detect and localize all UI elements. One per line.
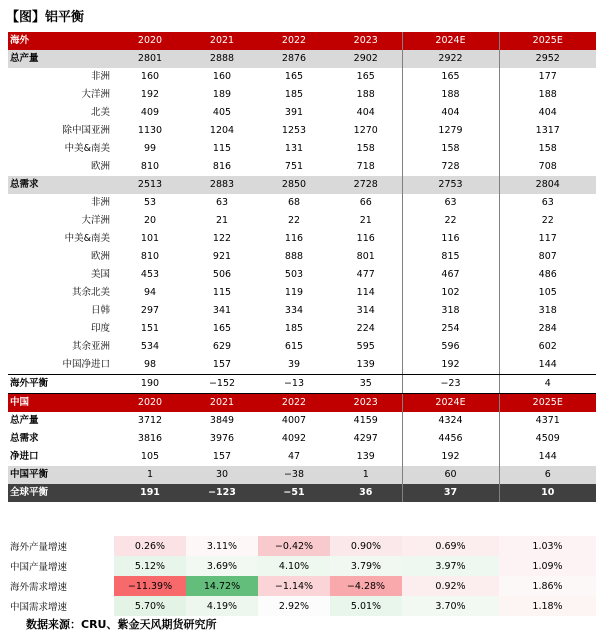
cell-value: 157 [212, 451, 232, 462]
cell-value: 2888 [186, 50, 258, 68]
cell-value: 151 [140, 323, 160, 334]
growth-row [8, 576, 596, 596]
growth-cell: 1.09% [499, 556, 596, 576]
region-label: 其余亚洲 [71, 341, 110, 352]
growth-cell: 3.70% [402, 596, 499, 616]
cell-value: −123 [186, 484, 258, 502]
cell-value: 192 [402, 448, 499, 466]
cell-value: 158 [356, 143, 375, 154]
cell-value: 3976 [209, 433, 235, 444]
cell-value: 810 [140, 251, 160, 262]
year-header: 2020 [114, 394, 186, 413]
cell-value: 3849 [209, 415, 235, 426]
year-header: 2023 [330, 394, 402, 413]
growth-cell: 3.69% [186, 556, 258, 576]
row-label: 总需求 [10, 433, 39, 444]
cell-value: 2922 [402, 50, 499, 68]
cell-value: 595 [356, 341, 375, 352]
cell-value: 177 [499, 68, 596, 86]
region-label: 中国净进口 [8, 356, 114, 375]
cell-value: 190 [114, 375, 186, 394]
cell-value: 105 [140, 451, 160, 462]
cell-value: 116 [402, 230, 499, 248]
cell-value: 596 [402, 338, 499, 356]
cell-value: 36 [330, 484, 402, 502]
cell-value: 63 [499, 194, 596, 212]
cell-value: 160 [140, 71, 160, 82]
cell-value: 122 [212, 233, 232, 244]
china-balance-row [8, 466, 596, 484]
cell-value: 254 [402, 320, 499, 338]
cell-value: −152 [186, 375, 258, 394]
cell-value: 47 [287, 451, 301, 462]
row-label: 净进口 [10, 451, 39, 462]
china-data-row [8, 448, 596, 466]
growth-cell: −11.39% [114, 576, 186, 596]
year-header: 2024E [402, 32, 499, 50]
cell-value: 39 [258, 356, 330, 375]
overseas-production-total-row [8, 50, 596, 68]
cell-value: 4 [499, 375, 596, 394]
cell-value: 404 [402, 104, 499, 122]
cell-value: 116 [356, 233, 375, 244]
growth-cell: 2.92% [258, 596, 330, 616]
cell-value: 94 [143, 287, 157, 298]
cell-value: 22 [402, 212, 499, 230]
region-label: 大洋洲 [81, 215, 110, 226]
cell-value: 139 [330, 356, 402, 375]
cell-value: 629 [212, 341, 232, 352]
cell-value: 810 [140, 161, 160, 172]
production-region-row [8, 86, 596, 104]
cell-value: 116 [284, 233, 304, 244]
section-title: 中国 [8, 394, 114, 413]
year-header: 2020 [114, 32, 186, 50]
cell-value: 801 [356, 251, 375, 262]
cell-value: 1 [330, 466, 402, 484]
cell-value: −23 [402, 375, 499, 394]
cell-value: 6 [499, 466, 596, 484]
cell-value: 188 [499, 86, 596, 104]
growth-cell: 0.69% [402, 536, 499, 556]
growth-cell: 0.92% [402, 576, 499, 596]
cell-value: 314 [356, 305, 375, 316]
cell-value: 297 [140, 305, 160, 316]
cell-value: 165 [356, 71, 375, 82]
row-label: 总产量 [8, 50, 114, 68]
cell-value: 1 [114, 466, 186, 484]
demand-region-row [8, 194, 596, 212]
overseas-demand-total-row [8, 176, 596, 194]
cell-value: 4456 [402, 430, 499, 448]
row-label: 总需求 [8, 176, 114, 194]
cell-value: 4297 [353, 433, 378, 444]
cell-value: 144 [499, 448, 596, 466]
global-balance-row [8, 484, 596, 502]
region-label: 中美&南美 [64, 233, 110, 244]
region-label: 非洲 [90, 197, 110, 208]
year-header: 2021 [186, 32, 258, 50]
cell-value: 165 [212, 323, 232, 334]
section-title: 海外 [8, 32, 114, 50]
cell-value: 21 [215, 215, 229, 226]
cell-value: 20 [143, 215, 157, 226]
cell-value: 4007 [281, 415, 307, 426]
cell-value: 816 [212, 161, 232, 172]
growth-rate-table [8, 536, 596, 616]
demand-region-row [8, 302, 596, 320]
cell-value: 165 [284, 71, 304, 82]
cell-value: 318 [499, 302, 596, 320]
growth-cell: 5.70% [114, 596, 186, 616]
aluminum-balance-table [8, 32, 596, 502]
region-label: 欧洲 [90, 161, 110, 172]
year-header: 2021 [186, 394, 258, 413]
china-data-row [8, 412, 596, 430]
cell-value: 101 [140, 233, 160, 244]
cell-value: 284 [499, 320, 596, 338]
row-label: 总产量 [10, 415, 39, 426]
cell-value: 224 [356, 323, 375, 334]
production-region-row [8, 140, 596, 158]
cell-value: 2876 [258, 50, 330, 68]
cell-value: 477 [356, 269, 375, 280]
cell-value: 2804 [499, 176, 596, 194]
cell-value: 63 [402, 194, 499, 212]
cell-value: 68 [287, 197, 301, 208]
region-label: 中美&南美 [64, 143, 110, 154]
production-region-row [8, 104, 596, 122]
cell-value: 807 [499, 248, 596, 266]
cell-value: 4509 [499, 430, 596, 448]
cell-value: −38 [258, 466, 330, 484]
cell-value: 4092 [281, 433, 307, 444]
row-label: 海外平衡 [8, 375, 114, 394]
cell-value: 160 [212, 71, 232, 82]
cell-value: 158 [402, 140, 499, 158]
cell-value: 115 [212, 143, 232, 154]
cell-value: 105 [499, 284, 596, 302]
cell-value: 30 [186, 466, 258, 484]
cell-value: 2753 [402, 176, 499, 194]
growth-cell: 1.03% [499, 536, 596, 556]
region-label: 美国 [90, 269, 110, 280]
cell-value: 728 [402, 158, 499, 176]
cell-value: 98 [114, 356, 186, 375]
region-label: 大洋洲 [81, 89, 110, 100]
cell-value: 10 [499, 484, 596, 502]
year-header: 2024E [402, 394, 499, 413]
cell-value: 318 [402, 302, 499, 320]
cell-value: 2728 [330, 176, 402, 194]
cell-value: 144 [499, 356, 596, 375]
growth-label: 海外产量增速 [10, 542, 68, 553]
cell-value: 615 [284, 341, 304, 352]
data-source-note: 数据来源：CRU、紫金天风期货研究所 [26, 618, 217, 631]
cell-value: 3712 [137, 415, 163, 426]
growth-cell: −0.42% [258, 536, 330, 556]
cell-value: 157 [186, 356, 258, 375]
year-header: 2023 [330, 32, 402, 50]
cell-value: 718 [356, 161, 375, 172]
cell-value: 114 [356, 287, 375, 298]
year-header: 2025E [499, 32, 596, 50]
cell-value: 4371 [499, 412, 596, 430]
cell-value: 534 [140, 341, 160, 352]
growth-cell: 5.01% [330, 596, 402, 616]
cell-value: 131 [284, 143, 304, 154]
china-header-row [8, 394, 596, 413]
china-data-row [8, 430, 596, 448]
cell-value: 185 [284, 89, 304, 100]
region-label: 其余北美 [71, 287, 110, 298]
growth-cell: 3.11% [186, 536, 258, 556]
growth-row [8, 556, 596, 576]
demand-region-row [8, 284, 596, 302]
cell-value: 37 [402, 484, 499, 502]
cell-value: 22 [287, 215, 301, 226]
cell-value: 165 [402, 68, 499, 86]
cell-value: 409 [140, 107, 160, 118]
cell-value: 188 [402, 86, 499, 104]
growth-row [8, 596, 596, 616]
cell-value: 139 [356, 451, 375, 462]
growth-row [8, 536, 596, 556]
cell-value: 1270 [353, 125, 378, 136]
cell-value: 506 [212, 269, 232, 280]
cell-value: 119 [284, 287, 304, 298]
cell-value: 453 [140, 269, 160, 280]
cell-value: 189 [212, 89, 232, 100]
growth-cell: 3.79% [330, 556, 402, 576]
cell-value: 1204 [209, 125, 235, 136]
cell-value: 921 [212, 251, 232, 262]
cell-value: 117 [499, 230, 596, 248]
cell-value: 486 [499, 266, 596, 284]
cell-value: 60 [402, 466, 499, 484]
growth-cell: −1.14% [258, 576, 330, 596]
growth-cell: 1.18% [499, 596, 596, 616]
cell-value: 1279 [402, 122, 499, 140]
cell-value: 404 [356, 107, 375, 118]
demand-region-row [8, 338, 596, 356]
growth-cell: 4.10% [258, 556, 330, 576]
year-header: 2022 [258, 394, 330, 413]
cell-value: −13 [258, 375, 330, 394]
region-label: 北美 [90, 107, 110, 118]
production-region-row [8, 122, 596, 140]
growth-cell: 3.97% [402, 556, 499, 576]
region-label: 欧洲 [90, 251, 110, 262]
region-label: 除中国亚洲 [62, 125, 110, 136]
growth-cell: 1.86% [499, 576, 596, 596]
cell-value: 185 [284, 323, 304, 334]
demand-region-row [8, 266, 596, 284]
cell-value: 2801 [114, 50, 186, 68]
growth-label: 海外需求增速 [10, 582, 68, 593]
overseas-header-row [8, 32, 596, 50]
cell-value: 391 [284, 107, 304, 118]
year-header: 2022 [258, 32, 330, 50]
cell-value: 708 [499, 158, 596, 176]
production-region-row [8, 68, 596, 86]
cell-value: 188 [356, 89, 375, 100]
cell-value: 192 [402, 356, 499, 375]
overseas-balance-row [8, 375, 596, 394]
production-region-row [8, 158, 596, 176]
cell-value: 1253 [281, 125, 307, 136]
cell-value: 2850 [258, 176, 330, 194]
growth-cell: 14.72% [186, 576, 258, 596]
growth-label: 中国产量增速 [10, 562, 68, 573]
growth-label: 中国需求增速 [10, 602, 68, 613]
cell-value: 1317 [499, 122, 596, 140]
cell-value: 4159 [353, 415, 378, 426]
cell-value: 191 [114, 484, 186, 502]
growth-cell: 5.12% [114, 556, 186, 576]
cell-value: −51 [258, 484, 330, 502]
cell-value: 2952 [499, 50, 596, 68]
region-label: 印度 [90, 323, 110, 334]
cell-value: 404 [499, 104, 596, 122]
cell-value: 63 [215, 197, 229, 208]
cell-value: 405 [212, 107, 232, 118]
demand-region-row [8, 212, 596, 230]
growth-cell: 0.90% [330, 536, 402, 556]
region-label: 日韩 [90, 305, 110, 316]
demand-region-row [8, 248, 596, 266]
cell-value: 4324 [402, 412, 499, 430]
demand-region-row [8, 320, 596, 338]
cell-value: 192 [140, 89, 160, 100]
cell-value: 35 [330, 375, 402, 394]
cell-value: 21 [359, 215, 372, 226]
cell-value: 3816 [137, 433, 163, 444]
row-label: 中国平衡 [8, 466, 114, 484]
cell-value: 888 [284, 251, 304, 262]
cell-value: 158 [499, 140, 596, 158]
cell-value: 22 [499, 212, 596, 230]
cell-value: 467 [402, 266, 499, 284]
page-title: 【图】铝平衡 [6, 10, 85, 25]
cell-value: 2513 [114, 176, 186, 194]
cell-value: 815 [402, 248, 499, 266]
demand-region-row [8, 230, 596, 248]
region-label: 非洲 [90, 71, 110, 82]
growth-cell: −4.28% [330, 576, 402, 596]
cell-value: 341 [212, 305, 232, 316]
cell-value: 99 [143, 143, 157, 154]
china-net-import-row [8, 356, 596, 375]
cell-value: 602 [499, 338, 596, 356]
cell-value: 751 [284, 161, 304, 172]
cell-value: 53 [143, 197, 157, 208]
cell-value: 2902 [330, 50, 402, 68]
cell-value: 503 [284, 269, 304, 280]
cell-value: 102 [402, 284, 499, 302]
cell-value: 115 [212, 287, 232, 298]
cell-value: 66 [359, 197, 372, 208]
cell-value: 1130 [137, 125, 163, 136]
growth-cell: 0.26% [114, 536, 186, 556]
growth-cell: 4.19% [186, 596, 258, 616]
cell-value: 334 [284, 305, 304, 316]
row-label: 全球平衡 [8, 484, 114, 502]
cell-value: 2883 [186, 176, 258, 194]
year-header: 2025E [499, 394, 596, 413]
